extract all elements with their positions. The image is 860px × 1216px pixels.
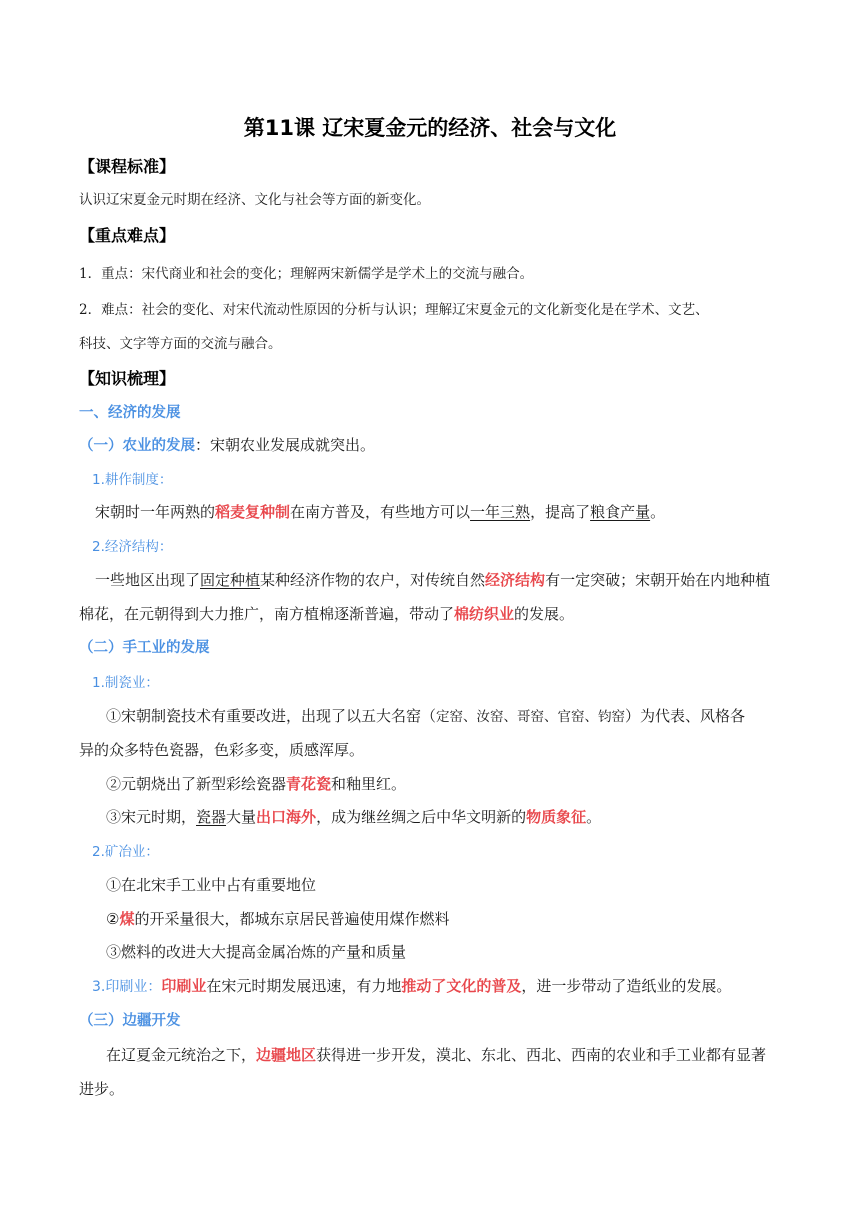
underlined-term: 粮食产量: [590, 503, 651, 521]
frontier-title: （三）边疆开发: [79, 1013, 181, 1029]
craft-title: （二）手工业的发展: [79, 640, 210, 656]
key-point-1: 1．重点：宋代商业和社会的变化；理解两宋新儒学是学术上的交流与融合。: [79, 266, 534, 282]
standard-text: 认识辽宋夏金元时期在经济、文化与社会等方面的新变化。: [79, 192, 430, 208]
underlined-term: 固定种植: [200, 571, 261, 589]
text-run: 获得进一步开发，漠北、东北、西北、西南的农业和手工业都有显著: [316, 1046, 767, 1064]
agri-heading: [79, 435, 782, 456]
text-run: ）为代表、风格各: [625, 707, 746, 725]
highlight-term: 物质象征: [526, 808, 587, 826]
printing-title: 3.印刷业：: [92, 979, 162, 995]
part1-title: 一、经济的发展: [79, 405, 181, 421]
agri-summary: ：宋朝农业发展成就突出。: [195, 436, 376, 454]
text-run: 在辽夏金元统治之下，: [106, 1046, 257, 1064]
text-run: ②元朝烧出了新型彩绘瓷器: [106, 775, 287, 793]
section-header-knowledge: 【知识梳理】: [79, 369, 176, 388]
key-point-2-line1: 2．难点：社会的变化、对宋代流动性原因的分析与认识；理解辽宋夏金元的文化新变化是在学术、文艺、: [79, 302, 709, 318]
text-run: 某种经济作物的农户，对传统自然: [260, 571, 486, 589]
mining-item-1: ①在北宋手工业中占有重要地位: [106, 876, 317, 894]
agri-sub2-title: 2.经济结构：: [92, 539, 173, 555]
key-point-2-line2: 科技、文字等方面的交流与融合。: [79, 336, 282, 352]
agri-sub2-line2: [79, 604, 782, 624]
text-run: 在宋元时期发展迅速，有力地: [206, 977, 402, 995]
agri-sub1-text: [95, 502, 782, 522]
text-run: 棉花，在元朝得到大力推广，南方植棉逐渐普遍，带动了: [79, 605, 455, 623]
text-run: 。: [586, 808, 602, 826]
mining-item-3: ③燃料的改进大大提高金属冶炼的产量和质量: [106, 943, 407, 961]
highlight-term: 稻麦复种制: [215, 503, 291, 521]
printing-line: [92, 976, 782, 997]
agri-sub2-line1: [95, 570, 782, 590]
section-header-key-points: 【重点难点】: [79, 226, 176, 245]
text-run: ，进一步带动了造纸业的发展。: [521, 977, 732, 995]
agri-title: （一）农业的发展: [79, 438, 195, 454]
highlight-term: 推动了文化的普及: [401, 977, 522, 995]
porcelain-item-2: [106, 774, 782, 794]
highlight-term: 印刷业: [161, 977, 207, 995]
kiln-names: 定窑、汝窑、哥窑、官窑、钧窑: [436, 709, 626, 725]
underlined-term: 一年三熟: [470, 503, 531, 521]
agri-sub1-title: 1.耕作制度：: [92, 472, 173, 488]
frontier-line1: [106, 1045, 782, 1065]
text-run: ①宋朝制瓷技术有重要改进，出现了以五大名窑（: [106, 707, 437, 725]
text-run: 有一定突破；宋朝开始在内地种植: [545, 571, 771, 589]
highlight-term: 边疆地区: [256, 1046, 317, 1064]
text-run: ，成为继丝绸之后中华文明新的: [316, 808, 527, 826]
text-run: 的发展。: [514, 605, 575, 623]
text-run: 和釉里红。: [331, 775, 407, 793]
porcelain-item-1-line2: 异的众多特色瓷器，色彩多变，质感浑厚。: [79, 741, 365, 759]
text-run: 的开采量很大，都城东京居民普遍使用煤作燃料: [134, 910, 450, 928]
section-header-standard: 【课程标准】: [79, 157, 176, 176]
underlined-term: 瓷器: [196, 808, 227, 826]
page-title: 第11课 辽宋夏金元的经济、社会与文化: [243, 116, 617, 140]
mining-title: 2.矿冶业：: [92, 844, 159, 860]
porcelain-item-3: [106, 807, 782, 827]
text-run: 一些地区出现了: [95, 571, 201, 589]
text-run: ③宋元时期，: [106, 808, 197, 826]
highlight-term: 棉纺织业: [454, 605, 515, 623]
porcelain-item-1-line1: [106, 706, 782, 727]
text-run: ②: [106, 910, 120, 928]
text-run: ，提高了: [530, 503, 591, 521]
text-run: 在南方普及，有些地方可以: [290, 503, 471, 521]
highlight-term: 经济结构: [485, 571, 546, 589]
highlight-term: 出口海外: [256, 808, 317, 826]
text-run: 宋朝时一年两熟的: [95, 503, 216, 521]
frontier-line2: 进步。: [79, 1080, 125, 1098]
highlight-term: 青花瓷: [286, 775, 332, 793]
porcelain-title: 1.制瓷业：: [92, 675, 159, 691]
highlight-term: 煤: [119, 910, 135, 928]
mining-item-2: [106, 909, 782, 929]
text-run: 。: [650, 503, 666, 521]
text-run: 大量: [226, 808, 257, 826]
